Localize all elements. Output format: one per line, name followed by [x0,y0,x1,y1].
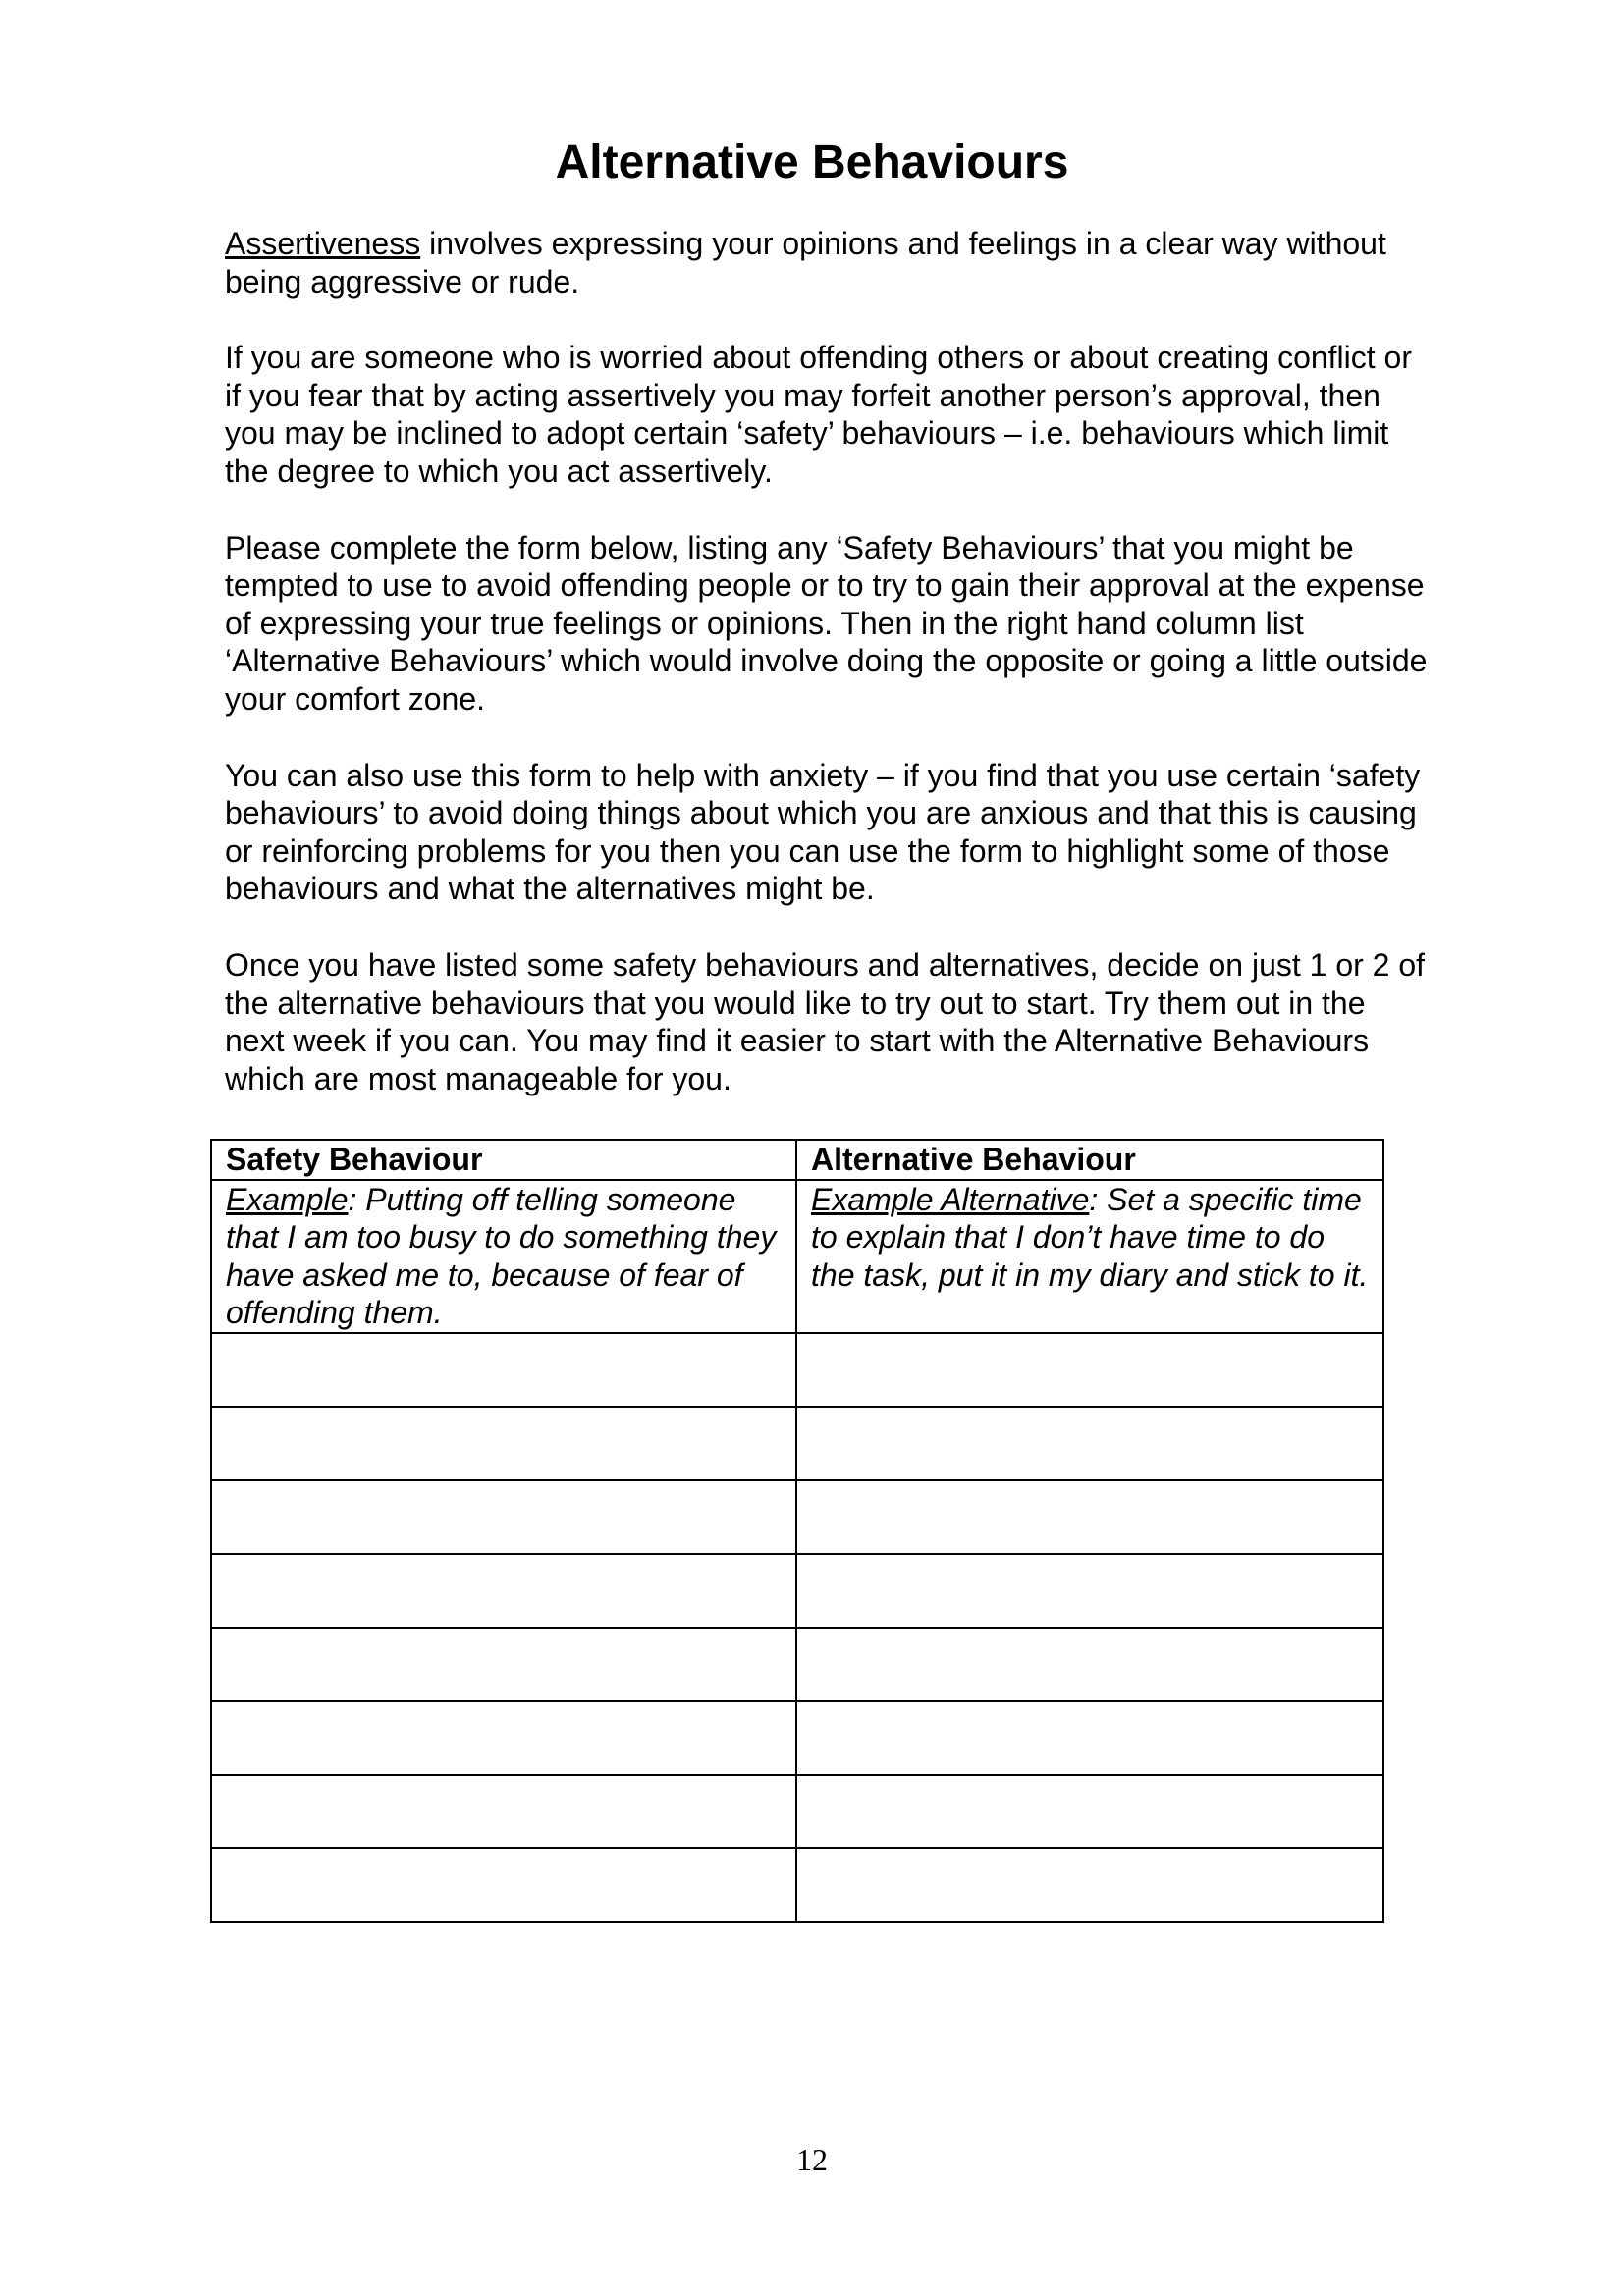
paragraph-assertiveness [225,225,1433,300]
table-row [211,1333,1383,1407]
safety-behaviour-cell[interactable] [211,1333,796,1407]
alternative-behaviour-cell[interactable] [796,1775,1383,1848]
table-row [211,1407,1383,1480]
example-safety-behaviour [211,1180,796,1333]
header-alternative-behaviour: Alternative Behaviour [796,1140,1383,1180]
table-example-row [211,1180,1383,1333]
alternative-behaviour-cell[interactable] [796,1848,1383,1922]
alternative-behaviour-cell[interactable] [796,1407,1383,1480]
example-alternative-text: : Set a specific time to explain that I don’t have time to do the task, put it in my diary and stick to it. [811,1181,1369,1293]
header-safety-behaviour: Safety Behaviour [211,1140,796,1180]
safety-behaviour-cell[interactable] [211,1628,796,1701]
table-header-row [211,1140,1383,1180]
safety-behaviour-cell[interactable] [211,1848,796,1922]
page-title: Alternative Behaviours [555,136,1069,188]
safety-behaviour-cell[interactable] [211,1701,796,1775]
paragraph-assertiveness-text: involves expressing your opinions and feelings in a clear way without being aggressive or rude. [225,226,1386,299]
table-row [211,1628,1383,1701]
term-assertiveness: Assertiveness [225,226,421,261]
behaviours-form-table [210,1139,1384,1923]
table-row [211,1775,1383,1848]
safety-behaviour-cell[interactable] [211,1407,796,1480]
example-alternative-behaviour [796,1180,1383,1333]
table-row [211,1848,1383,1922]
alternative-behaviour-cell[interactable] [796,1480,1383,1554]
table-row [211,1701,1383,1775]
alternative-behaviour-cell[interactable] [796,1333,1383,1407]
example-alternative-label: Example Alternative [811,1181,1090,1217]
example-text: : Putting off telling someone that I am too busy to do something they have asked me to, because of fear of offending them. [226,1181,777,1331]
safety-behaviour-cell[interactable] [211,1775,796,1848]
paragraph-next-steps: Once you have listed some safety behaviours and alternatives, decide on just 1 or 2 of the alternative behaviours that you would like to try out to start. Try them out in the next week if you can. You may find it easier to start with the Alternative Behaviours which are most manageable for you. [225,946,1426,1096]
page-number: 12 [796,2142,828,2177]
body-text [225,225,1433,1136]
table-row [211,1554,1383,1628]
safety-behaviour-cell[interactable] [211,1480,796,1554]
paragraph-safety-behaviours: If you are someone who is worried about offending others or about creating conflict or if you fear that by acting assertively you may forfeit another person’s approval, then you may be inclined to adopt certain ‘safety’ behaviours – i.e. behaviours which limit the degree to which you act assertively. [225,340,1412,489]
paragraph-anxiety: You can also use this form to help with anxiety – if you find that you use certain ‘safety behaviours’ to avoid doing things about which you are anxious and that this is causing or reinforcing problems for you then you can use the form to highlight some of those behaviours and what the alternatives might be. [225,757,1421,907]
alternative-behaviour-cell[interactable] [796,1628,1383,1701]
alternative-behaviour-cell[interactable] [796,1554,1383,1628]
safety-behaviour-cell[interactable] [211,1554,796,1628]
table-row [211,1480,1383,1554]
paragraph-form-instructions: Please complete the form below, listing any ‘Safety Behaviours’ that you might be tempted to use to avoid offending people or to try to gain their approval at the expense of expressing your true feelings or opinions. Then in the right hand column list ‘Alternative Behaviours’ which would involve doing the opposite or going a little outside your comfort zone. [225,529,1428,717]
alternative-behaviour-cell[interactable] [796,1701,1383,1775]
example-label: Example [226,1181,349,1217]
